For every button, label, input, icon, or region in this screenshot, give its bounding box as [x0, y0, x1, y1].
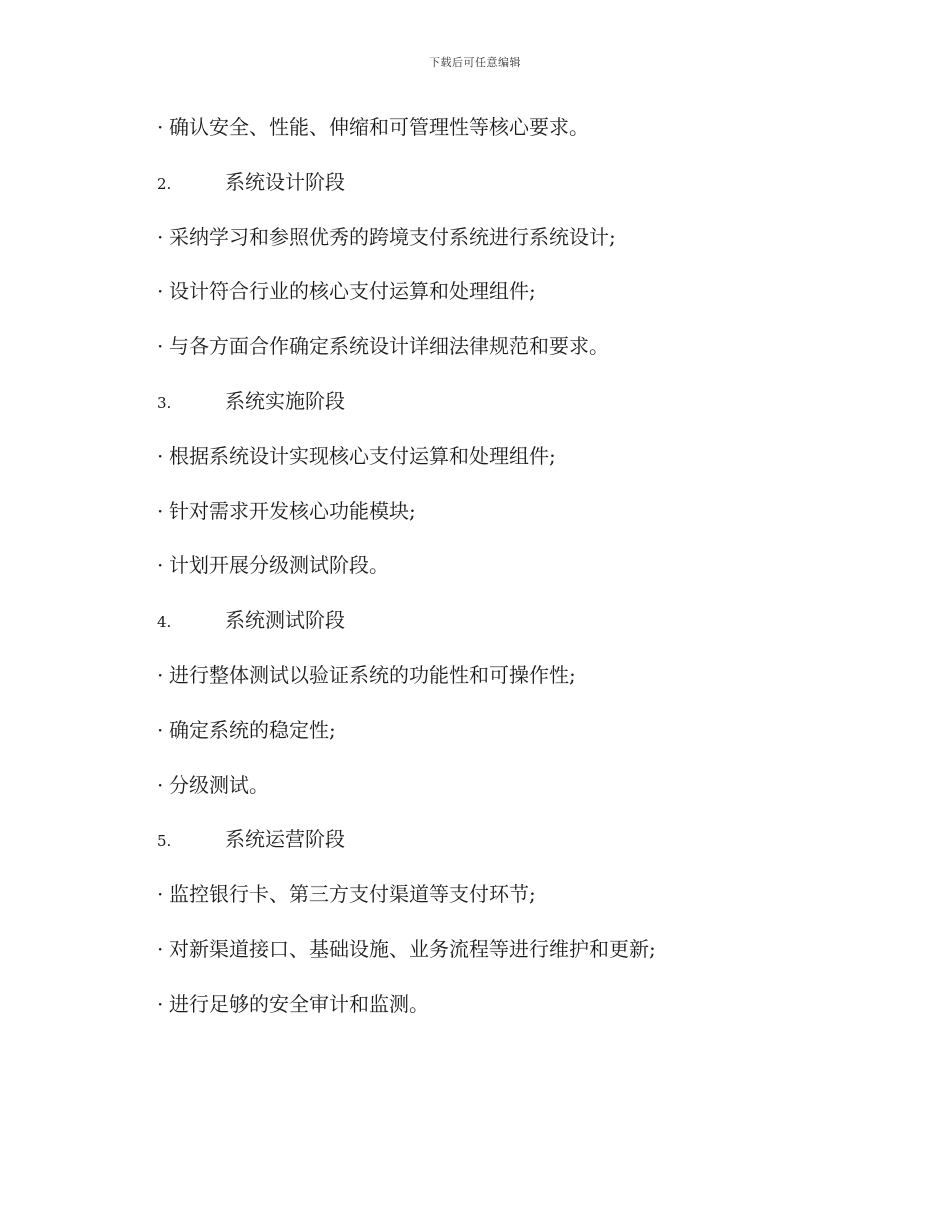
- section-number: 2.: [157, 174, 172, 193]
- list-item-text: 确定系统的稳定性;: [169, 717, 336, 742]
- list-item: [157, 275, 857, 330]
- list-item-text: 计划开展分级测试阶段。: [169, 553, 389, 578]
- section-title: 系统设计阶段: [225, 169, 345, 194]
- bullet-marker: ·: [157, 772, 164, 797]
- list-item: [157, 659, 857, 714]
- document-body: [157, 111, 857, 1043]
- section-heading: [157, 385, 857, 440]
- bullet-marker: ·: [157, 498, 164, 523]
- section-title: 系统实施阶段: [225, 388, 345, 413]
- list-item-text: 针对需求开发核心功能模块;: [169, 498, 416, 523]
- section-number: 3.: [157, 393, 172, 412]
- bullet-marker: ·: [157, 334, 164, 359]
- bullet-marker: ·: [157, 662, 164, 687]
- section-title: 系统测试阶段: [225, 608, 345, 633]
- page-header: 下载后可任意编辑: [429, 56, 521, 69]
- list-item-text: 与各方面合作确定系统设计详细法律规范和要求。: [169, 334, 609, 359]
- bullet-marker: ·: [157, 936, 164, 961]
- list-item: [157, 878, 857, 933]
- list-item-text: 分级测试。: [169, 772, 269, 797]
- list-item-text: 确认安全、性能、伸缩和可管理性等核心要求。: [169, 115, 589, 139]
- list-item-text: 根据系统设计实现核心支付运算和处理组件;: [169, 443, 556, 468]
- bullet-marker: ·: [157, 224, 164, 249]
- list-item-text: 采纳学习和参照优秀的跨境支付系统进行系统设计;: [169, 224, 616, 249]
- list-item: [157, 714, 857, 769]
- list-item-text: 监控银行卡、第三方支付渠道等支付环节;: [169, 882, 536, 907]
- list-item: [157, 769, 857, 824]
- bullet-marker: ·: [157, 115, 164, 139]
- list-item: [157, 933, 857, 988]
- list-item-text: 进行整体测试以验证系统的功能性和可操作性;: [169, 662, 576, 687]
- section-number: 5.: [157, 832, 172, 851]
- section-heading: [157, 604, 857, 659]
- bullet-marker: ·: [157, 553, 164, 578]
- list-item: [157, 549, 857, 604]
- bullet-marker: ·: [157, 717, 164, 742]
- bullet-marker: ·: [157, 882, 164, 907]
- list-item: [157, 111, 857, 166]
- list-item-text: 设计符合行业的核心支付运算和处理组件;: [169, 279, 536, 304]
- section-title: 系统运营阶段: [225, 827, 345, 852]
- section-number: 4.: [157, 613, 172, 632]
- bullet-marker: ·: [157, 991, 164, 1016]
- list-item: [157, 495, 857, 550]
- bullet-marker: ·: [157, 443, 164, 468]
- list-item: [157, 988, 857, 1043]
- bullet-marker: ·: [157, 279, 164, 304]
- list-item-text: 对新渠道接口、基础设施、业务流程等进行维护和更新;: [169, 936, 656, 961]
- list-item-text: 进行足够的安全审计和监测。: [169, 991, 429, 1016]
- list-item: [157, 330, 857, 385]
- section-heading: [157, 166, 857, 221]
- section-heading: [157, 823, 857, 878]
- list-item: [157, 221, 857, 276]
- list-item: [157, 440, 857, 495]
